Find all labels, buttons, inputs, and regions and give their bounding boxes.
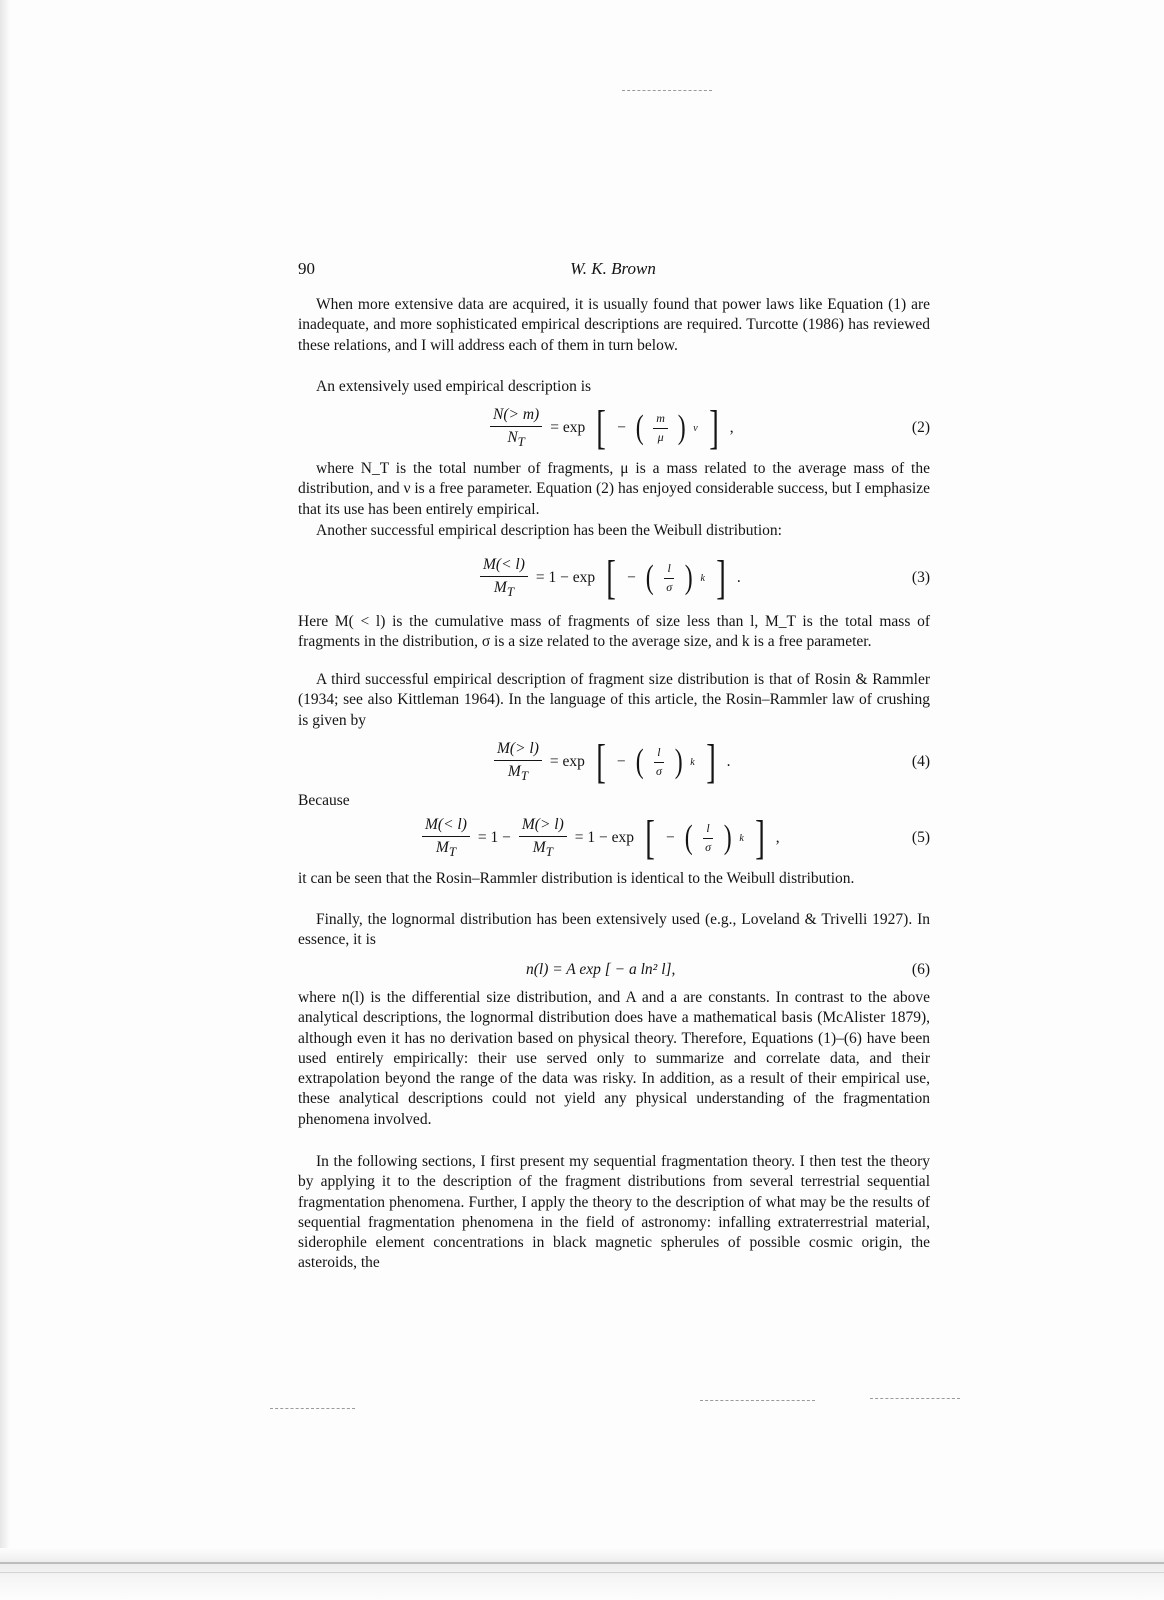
paragraph: An extensively used empirical description is [316,378,592,395]
scan-mark [622,90,712,92]
inner-fraction [653,746,665,779]
bracket-left: [ [606,551,616,604]
running-head-author: W. K. Brown [570,259,656,278]
numerator: l [654,746,663,763]
denominator: σ [705,839,711,854]
paragraph: Another successful empirical description has been the Weibull distribution: [316,522,782,539]
paren-right: ) [674,743,683,780]
denominator-symbol: M [532,838,546,856]
denominator [504,427,528,450]
paragraph: where n(l) is the differential size distribution, and A and a are constants. In contrast to the above analytical descriptions, the lognormal distribution does have a mathematical basis (McAlister 1879), although even it has no derivation based on physical theory. Therefore, Equations (1)–(6) have been used entirely empirically: their use served only to summarize and correlate data, and their extrapolation beyond the range of the data was risky. In addition, as a result of their empirical use, these analytical descriptions could not yield any physical understanding of the fragmentation phenomena involved. [298,989,930,1128]
exponent: ν [693,422,698,434]
equation-4 [298,732,930,792]
numerator: M(> l) [494,740,542,761]
paren-left: ( [635,409,644,446]
denominator-symbol: M [493,578,507,596]
bracket-left: [ [645,811,655,864]
punctuation: , [729,419,734,436]
fraction [480,556,528,600]
bracket-right: ] [705,735,716,788]
numerator: m [653,412,668,429]
equation-number: (3) [911,569,930,586]
inner-fraction [653,412,668,445]
exponent: k [690,756,695,768]
because-label: Because [298,792,350,809]
numerator: M(> l) [519,816,567,837]
minus-sign: − [627,569,636,586]
equation-number: (5) [911,829,930,846]
paren-right: ) [677,409,686,446]
inner-fraction [702,822,714,855]
operator: = 1 − exp [574,829,635,846]
denominator-symbol: M [435,838,449,856]
bracket-right: ] [708,401,719,454]
fraction [422,816,470,860]
bracket-left: [ [596,401,606,454]
denominator: σ [655,763,662,778]
punctuation: . [736,569,741,586]
exponent: k [700,572,705,584]
bracket-right: ] [754,811,765,864]
punctuation: , [775,829,780,846]
exponent: k [739,832,744,844]
equation-body: n(l) = A exp [ − a ln² l], [526,961,676,978]
paragraph: In the following sections, I first present my sequential fragmentation theory. I then test the theory by applying it to the description of the fragment distributions from several terrestrial sequential fragmentation phenomena. Further, I apply the theory to the description of what may be the results of sequential fragmentation phenomena in the field of astronomy: infalling extraterrestrial material, siderophile element concentrations in black magnetic spherules of possible cosmic origin, the asteroids, the [298,1153,930,1272]
denominator [530,837,556,860]
minus-sign: − [617,419,626,436]
inner-fraction [663,562,675,595]
denominator: μ [657,429,664,444]
scan-mark [270,1408,355,1410]
scan-edge-left [0,0,10,1600]
bracket-right: ] [716,551,726,604]
paren-left: ( [645,559,654,596]
operator: = exp [549,753,585,770]
denominator [491,577,517,600]
subscript: T [545,844,553,860]
equation-3 [298,548,930,608]
subscript: T [520,768,528,784]
minus-sign: − [616,753,626,770]
subscript: T [506,584,514,600]
paragraph: it can be seen that the Rosin–Rammler distribution is identical to the Weibull distribution. [298,870,855,887]
bracket-left: [ [596,735,606,788]
equation-2 [298,398,930,458]
denominator [505,761,531,784]
paragraph: Finally, the lognormal distribution has been extensively used (e.g., Loveland & Trivelli 1927). In essence, it is [298,911,930,949]
fraction [490,406,542,450]
denominator-symbol: N [507,428,518,446]
punctuation: . [726,753,731,770]
denominator-symbol: M [507,762,521,780]
paragraph: where N_T is the total number of fragments, μ is a mass related to the average mass of the distribution, and ν is a free parameter. Equation (2) has enjoyed considerable success, but I emphasize that its use has been entirely empirical. [298,460,930,518]
running-head [298,259,928,283]
numerator: M(< l) [480,556,528,577]
scan-mark [700,1400,815,1402]
scan-edge-bottom [0,1548,1164,1600]
numerator: N(> m) [490,406,542,427]
operator: = 1 − [477,829,511,846]
equation-number: (2) [911,419,930,436]
fraction [494,740,542,784]
equation-5 [298,808,930,868]
numerator: l [703,822,712,839]
scan-rule [0,1572,1164,1573]
equation-number: (4) [911,753,930,770]
subscript: T [448,844,456,860]
paragraph: When more extensive data are acquired, it is usually found that power laws like Equation (1) are inadequate, and more sophisticated empirical descriptions are required. Turcotte (1986) has reviewed these relations, and I will address each of them in turn below. [298,296,930,354]
paren-right: ) [723,819,732,856]
equation-number: (6) [911,961,930,978]
operator: = exp [550,419,586,436]
fraction [519,816,567,860]
paren-left: ( [635,743,644,780]
page-number: 90 [298,259,315,278]
paragraph: A third successful empirical description of fragment size distribution is that of Rosin & Rammler (1934; see also Kittleman 1964). In the language of this article, the Rosin–Rammler law of crushing is given by [298,671,930,729]
denominator [433,837,459,860]
subscript: T [517,434,525,450]
equation-6 [298,950,930,990]
paragraph: Here M( < l) is the cumulative mass of fragments of size less than l, M_T is the total mass of fragments in the distribution, σ is a size related to the average size, and k is a free parameter. [298,613,930,651]
numerator: M(< l) [422,816,470,837]
paren-right: ) [684,559,693,596]
minus-sign: − [666,829,675,846]
scan-rule [0,1562,1164,1564]
scan-mark [870,1398,960,1400]
operator: = 1 − exp [535,569,596,586]
numerator: l [664,562,673,579]
paren-left: ( [684,819,693,856]
denominator: σ [666,579,673,594]
